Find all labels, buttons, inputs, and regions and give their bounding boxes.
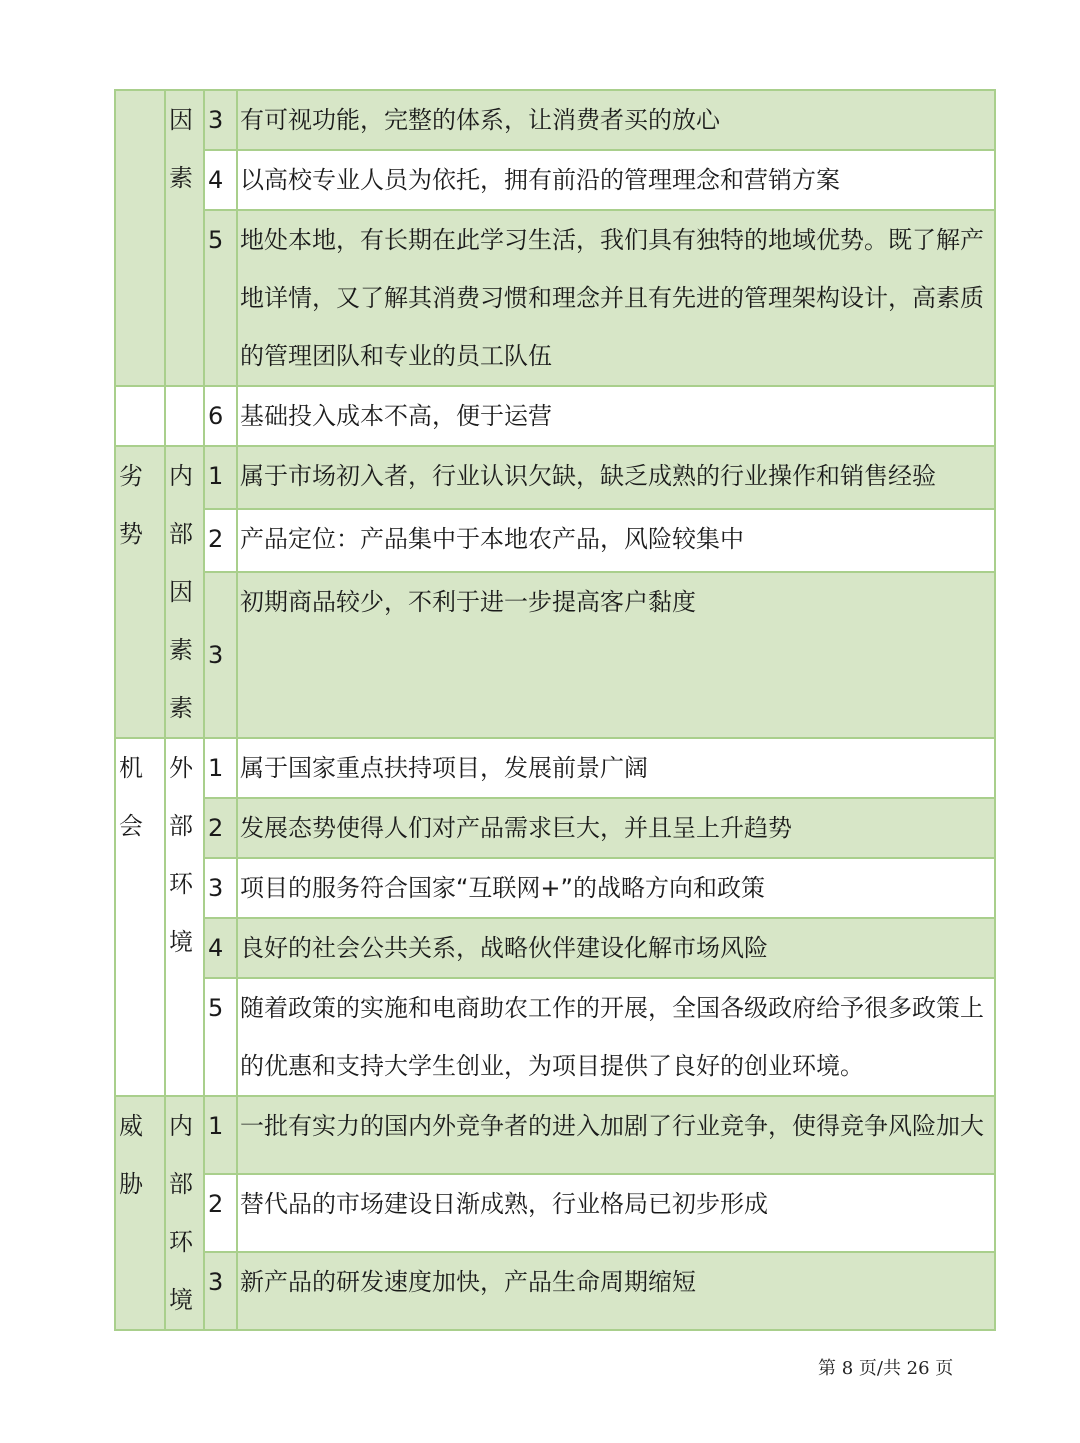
row-text: 属于国家重点扶持项目，发展前景广阔	[237, 738, 995, 798]
category-cell-weakness: 劣 势	[115, 446, 165, 738]
table-row	[115, 386, 995, 446]
row-number: 1	[204, 446, 237, 509]
row-text: 一批有实力的国内外竞争者的进入加剧了行业竞争，使得竞争风险加大	[237, 1096, 995, 1174]
row-text: 良好的社会公共关系，战略伙伴建设化解市场风险	[237, 918, 995, 978]
row-text: 属于市场初入者，行业认识欠缺，缺乏成熟的行业操作和销售经验	[237, 446, 995, 509]
row-number: 5	[204, 978, 237, 1096]
table-row	[115, 978, 995, 1096]
row-text: 发展态势使得人们对产品需求巨大，并且呈上升趋势	[237, 798, 995, 858]
table-row	[115, 446, 995, 509]
swot-table	[114, 89, 996, 1331]
row-number: 2	[204, 509, 237, 572]
row-text: 基础投入成本不高，便于运营	[237, 386, 995, 446]
page-number-footer: 第 8 页/共 26 页	[818, 1358, 954, 1379]
row-text: 地处本地，有长期在此学习生活，我们具有独特的地域优势。既了解产地详情，又了解其消费习惯和理念并且有先进的管理架构设计，高素质的管理团队和专业的员工队伍	[237, 210, 995, 386]
row-text: 替代品的市场建设日渐成熟，行业格局已初步形成	[237, 1174, 995, 1252]
table-row	[115, 150, 995, 210]
table-row	[115, 572, 995, 738]
row-text: 项目的服务符合国家“互联网+”的战略方向和政策	[237, 858, 995, 918]
row-number: 3	[204, 572, 237, 738]
table-row	[115, 509, 995, 572]
row-number: 4	[204, 150, 237, 210]
row-text: 以高校专业人员为依托，拥有前沿的管理理念和营销方案	[237, 150, 995, 210]
row-text: 初期商品较少，不利于进一步提高客户黏度	[237, 572, 995, 738]
subcategory-cell: 内 部 因 素 素	[165, 446, 204, 738]
row-number: 3	[204, 858, 237, 918]
table-row	[115, 798, 995, 858]
row-text: 随着政策的实施和电商助农工作的开展，全国各级政府给予很多政策上的优惠和支持大学生创业，为项目提供了良好的创业环境。	[237, 978, 995, 1096]
category-cell-threat: 威 胁	[115, 1096, 165, 1330]
table-row	[115, 1252, 995, 1330]
row-number: 1	[204, 1096, 237, 1174]
row-number: 2	[204, 798, 237, 858]
subcategory-cell: 外 部 环 境	[165, 738, 204, 1096]
subcategory-cell: 内 部 环 境	[165, 1096, 204, 1330]
row-number: 3	[204, 90, 237, 150]
row-number: 5	[204, 210, 237, 386]
table-row	[115, 738, 995, 798]
table-row	[115, 210, 995, 386]
row-number: 6	[204, 386, 237, 446]
row-number: 1	[204, 738, 237, 798]
row-text: 产品定位：产品集中于本地农产品，风险较集中	[237, 509, 995, 572]
row-number: 2	[204, 1174, 237, 1252]
table-row	[115, 918, 995, 978]
table-row	[115, 90, 995, 150]
category-cell-strength-cont	[115, 90, 165, 386]
category-cell-opportunity: 机 会	[115, 738, 165, 1096]
table-row	[115, 858, 995, 918]
row-text: 新产品的研发速度加快，产品生命周期缩短	[237, 1252, 995, 1330]
row-number: 4	[204, 918, 237, 978]
row-text: 有可视功能，完整的体系，让消费者买的放心	[237, 90, 995, 150]
row-number: 3	[204, 1252, 237, 1330]
table-row	[115, 1096, 995, 1174]
table-row	[115, 1174, 995, 1252]
subcategory-cell: 因 素	[165, 90, 204, 386]
